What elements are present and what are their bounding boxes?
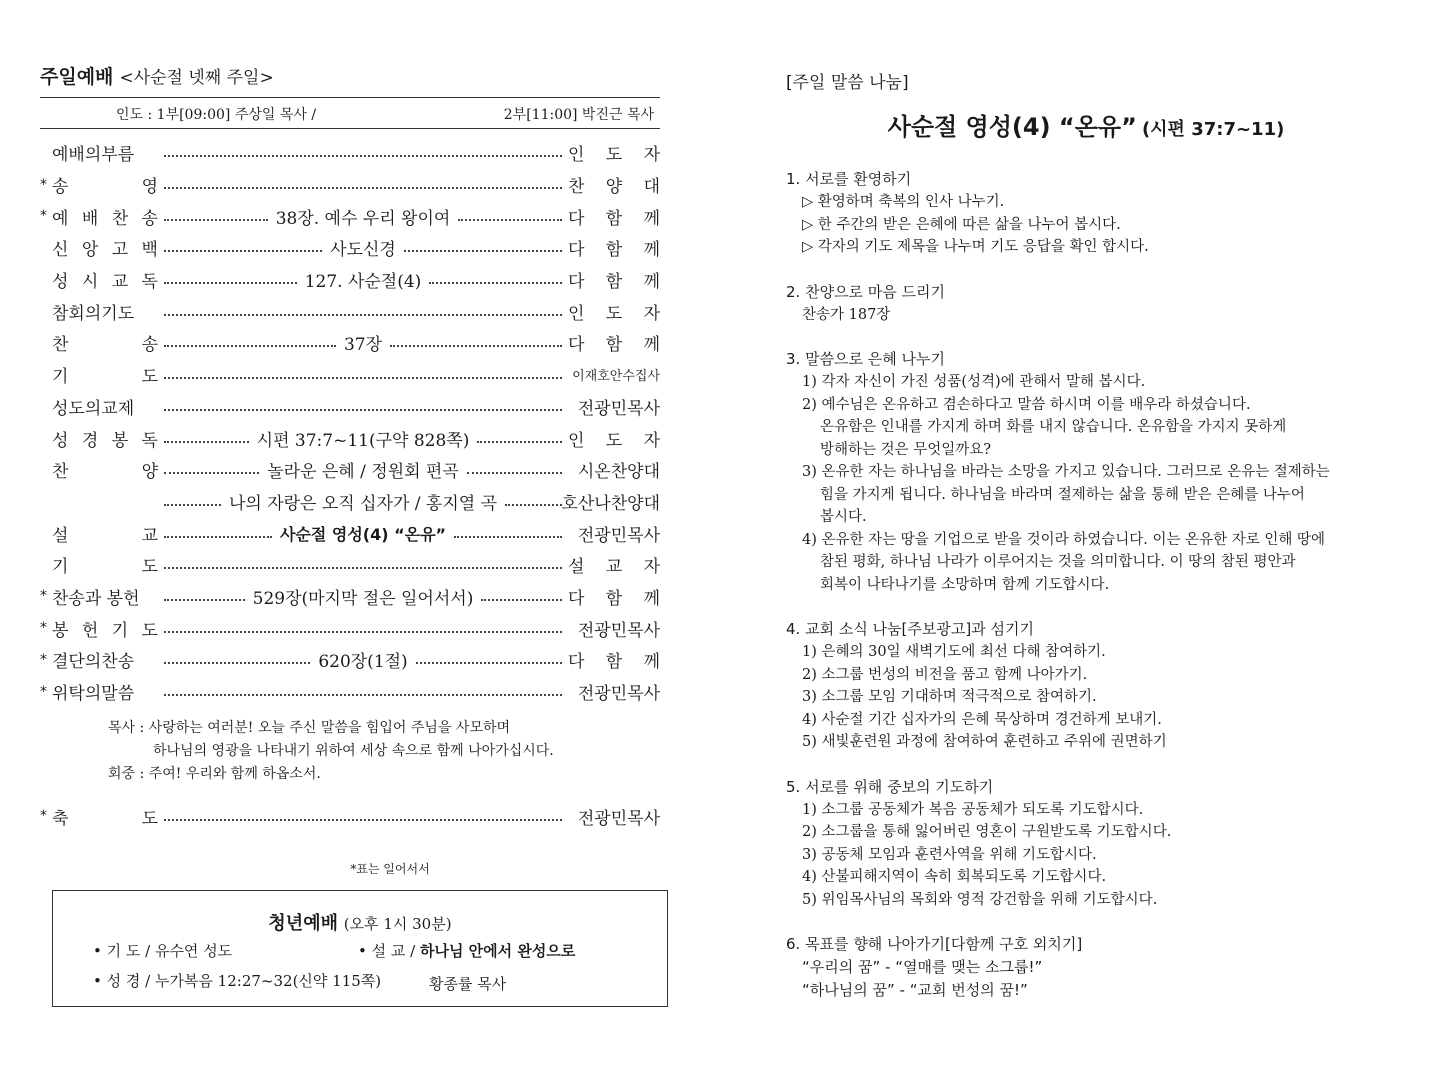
order-row — [40, 327, 660, 359]
order-item-name-part: 교 — [111, 272, 129, 293]
order-item-name — [52, 647, 158, 672]
order-row — [40, 612, 660, 644]
dot-fill — [416, 661, 562, 664]
order-item-name-part: 축 — [52, 808, 69, 829]
order-item-name-part: 도 — [141, 557, 158, 578]
order-item-name-part: 예배의부름 — [52, 145, 135, 166]
section-item: 3) 소그룹 모임 기대하며 적극적으로 참여하기. — [802, 689, 1097, 705]
order-item-name-part: 헌 — [81, 620, 99, 641]
order-item-name — [52, 616, 158, 641]
standing-mark: * — [40, 808, 47, 825]
youth-time: (오후 1시 30분) — [343, 915, 452, 933]
dot-fill — [481, 598, 562, 601]
order-item-name — [52, 394, 158, 419]
order-item-leader-part: 도 — [605, 145, 623, 166]
order-item-name-part: 앙 — [81, 240, 99, 261]
dot-fill — [164, 376, 562, 379]
order-item-leader-part: 전광민목사 — [577, 620, 660, 641]
dot-fill — [164, 186, 562, 189]
dot-leader — [164, 235, 562, 260]
order-item-leader: 이재호안수집사 — [572, 369, 660, 385]
order-item-name-part: 찬 — [111, 208, 129, 229]
order-item-name-part: 백 — [141, 240, 158, 261]
youth-scripture: • 성 경 / 누가복음 12:27~32(신약 115쪽) — [93, 972, 382, 990]
dot-fill — [164, 503, 221, 506]
dot-fill — [390, 344, 562, 347]
dot-leader — [164, 457, 562, 482]
order-row — [40, 486, 660, 518]
order-item-name-part: 찬 — [52, 335, 69, 356]
order-row — [40, 264, 660, 296]
order-item-leader-part: 교 — [605, 557, 623, 578]
order-item-leader-part: 다 — [568, 652, 585, 673]
order-item-leader-part: 도 — [605, 430, 623, 451]
order-item-name-part: 결단의찬송 — [52, 652, 135, 673]
discussion-title — [766, 107, 1406, 142]
dot-leader — [164, 687, 562, 696]
order-item-name-part: 독 — [141, 272, 158, 293]
discussion-section — [786, 168, 1406, 259]
youth-preacher: 황종률 목사 — [429, 975, 507, 993]
section-item: 찬송가 187장 — [802, 306, 891, 323]
order-item-name-part: 도 — [141, 367, 158, 388]
discussion-section — [786, 933, 1406, 1001]
order-item-leader-part: 다 — [568, 208, 585, 229]
dot-leader — [164, 584, 562, 609]
order-item-leader-part: 께 — [643, 335, 660, 356]
order-row — [40, 295, 660, 327]
dot-fill — [164, 281, 297, 284]
standing-mark: * — [40, 208, 47, 225]
section-item: 방해하는 것은 무엇일까요? — [820, 441, 992, 458]
order-row — [40, 391, 660, 423]
dot-leader — [164, 148, 562, 157]
order-item-name-part: 성 — [52, 272, 69, 293]
order-item-leader-part: 자 — [643, 145, 660, 166]
dot-fill — [164, 154, 562, 157]
order-item-leader-part: 함 — [605, 272, 623, 293]
dot-fill — [454, 535, 562, 538]
order-row — [40, 200, 660, 232]
dot-leader — [164, 560, 562, 569]
order-item-leader — [568, 647, 660, 672]
order-item-name-part: 봉 — [111, 430, 129, 451]
order-row — [40, 549, 660, 581]
dot-fill — [164, 218, 268, 221]
worship-title: 주일예배 — [40, 66, 114, 88]
dot-leader — [164, 426, 562, 451]
dot-fill — [164, 535, 272, 538]
order-item-name — [52, 299, 158, 324]
order-item-name-part: 기 — [52, 557, 69, 578]
order-item-leader-part: 전광민목사 — [577, 525, 660, 546]
order-item-name — [52, 584, 158, 609]
dot-leader — [164, 647, 562, 672]
dot-fill — [477, 440, 562, 443]
order-item-leader-part: 시온찬양대 — [577, 462, 660, 483]
order-item-leader-part: 다 — [568, 240, 585, 261]
order-item-leader — [568, 140, 660, 165]
order-item-name-part: 배 — [81, 208, 99, 229]
dot-leader — [164, 204, 562, 229]
pastor-line-1: 목사 : 사랑하는 여러분! 오늘 주신 말씀을 힘입어 주님을 사모하며 — [108, 720, 511, 737]
order-item-leader-part: 함 — [605, 588, 623, 609]
order-item-leader-part: 께 — [643, 208, 660, 229]
discussion-section — [786, 348, 1406, 596]
order-item-name-part: 도 — [141, 808, 158, 829]
order-item-leader-part: 인 — [568, 303, 585, 324]
order-item-leader-part: 인 — [568, 430, 585, 451]
order-row — [40, 422, 660, 454]
order-item-name-part: 성도의교제 — [52, 398, 135, 419]
section-item: 4) 산불피해지역이 속히 회복되도록 기도합시다. — [802, 869, 1107, 885]
order-item-leader-part: 자 — [643, 303, 660, 324]
order-item-leader — [568, 584, 660, 609]
section-item: 참된 평화, 하나님 나라가 이루어지는 것을 의미합니다. 이 땅의 참된 평안과 — [820, 554, 1296, 570]
order-item-name-part: 교 — [141, 525, 158, 546]
order-item-name-part: 예 — [52, 208, 69, 229]
order-item-name-part: 찬 — [52, 462, 69, 483]
order-item-name — [52, 457, 158, 482]
dot-fill — [164, 693, 562, 696]
discussion-sections — [786, 168, 1406, 1001]
order-item-leader-part: 도 — [605, 303, 623, 324]
dot-leader — [164, 180, 562, 189]
order-item-name-part: 봉 — [52, 620, 69, 641]
order-item-name-part: 영 — [141, 177, 158, 198]
dot-leader — [164, 812, 562, 821]
order-item-name-part: 기 — [52, 367, 69, 388]
order-item-name-part: 찬송과 봉헌 — [52, 588, 140, 609]
order-row — [40, 676, 660, 708]
section-item: 2) 소그룹을 통해 잃어버린 영혼이 구원받도록 기도합시다. — [802, 824, 1172, 840]
order-item-leader-part: 대 — [643, 177, 660, 198]
section-item: 힘을 가지게 됩니다. 하나님을 바라며 절제하는 삶을 통해 받은 은혜를 나누어 — [820, 486, 1305, 503]
order-item-leader-part: 양 — [605, 177, 623, 198]
order-item-detail: 38장. 예수 우리 왕이여 — [275, 208, 451, 229]
order-item-name-part: 위탁의말씀 — [52, 684, 135, 705]
order-item-leader-part: 함 — [605, 240, 623, 261]
order-item-name-part: 시 — [81, 272, 99, 293]
congregation-line: 회중 : 주여! 우리와 함께 하옵소서. — [108, 766, 321, 783]
section-item: 1) 소그룹 공동체가 복음 공동체가 되도록 기도합시다. — [802, 801, 1144, 818]
dot-fill — [164, 408, 562, 411]
dot-fill — [458, 218, 562, 221]
dot-fill — [429, 281, 562, 284]
dot-leader — [164, 307, 562, 316]
order-item-name-part: 기 — [111, 620, 129, 641]
dot-leader — [164, 402, 562, 411]
order-item-name — [52, 521, 158, 546]
section-heading: 5. 서로를 위해 중보의 기도하기 — [786, 777, 994, 796]
section-item: ▷ 환영하며 축복의 인사 나누기. — [802, 194, 1005, 210]
standing-note: *표는 일어서서 — [350, 862, 430, 877]
order-item-name — [52, 172, 158, 197]
dot-leader — [164, 624, 562, 633]
dot-fill — [164, 630, 562, 633]
order-item-leader — [568, 616, 660, 641]
discussion-section — [786, 618, 1406, 754]
dot-leader — [164, 522, 562, 545]
order-row — [40, 517, 660, 549]
standing-mark: * — [40, 683, 47, 700]
order-item-detail: 37장 — [343, 335, 383, 356]
section-item: 회복이 나타나기를 소망하며 함께 기도합시다. — [820, 576, 1110, 593]
standing-mark: * — [40, 620, 47, 637]
discussion-label: [주일 말씀 나눔] — [786, 73, 909, 93]
section-item: 3) 온유한 자는 하나님을 바라는 소망을 가지고 있습니다. 그러므로 온유는 절제하는 — [802, 464, 1330, 480]
order-item-leader — [568, 394, 660, 419]
dot-fill — [164, 440, 249, 443]
order-row — [40, 232, 660, 264]
order-item-leader — [568, 679, 660, 704]
order-item-leader-part: 전광민목사 — [577, 398, 660, 419]
leader-first-service: 인도 : 1부[09:00] 주상일 목사 / — [116, 107, 317, 123]
order-of-service — [40, 137, 660, 707]
dot-fill — [164, 598, 245, 601]
order-row — [40, 169, 660, 201]
discussion-section — [786, 776, 1406, 912]
pastor-line-2: 하나님의 영광을 나타내기 위하여 세상 속으로 함께 나아가십시다. — [153, 743, 554, 760]
order-item-name-part: 고 — [111, 240, 129, 261]
section-item: 4) 사순절 기간 십자가의 은혜 묵상하며 경건하게 보내기. — [802, 711, 1162, 728]
worship-order-page — [40, 62, 660, 877]
order-row — [40, 359, 660, 391]
benediction-exchange — [108, 717, 660, 786]
order-item-name — [52, 362, 158, 387]
order-item-name-part: 송 — [141, 335, 158, 356]
order-item-detail: 나의 자랑은 오직 십자가 / 홍지열 곡 — [228, 493, 498, 514]
order-item-leader-part: 함 — [605, 652, 623, 673]
dot-leader — [164, 267, 562, 292]
order-row — [40, 581, 660, 613]
section-item: “하나님의 꿈” - “교회 번성의 꿈!” — [802, 980, 1028, 999]
section-heading: 2. 찬양으로 마음 드리기 — [786, 282, 946, 301]
section-item: ▷ 한 주간의 받은 은혜에 따른 삶을 나누어 봅시다. — [802, 216, 1121, 233]
order-item-leader — [568, 172, 660, 197]
order-item-name-part: 참회의기도 — [52, 303, 135, 324]
order-item-leader — [568, 804, 660, 829]
order-item-name — [52, 330, 158, 355]
order-item-name-part: 송 — [141, 208, 158, 229]
dot-fill — [164, 471, 259, 474]
youth-prayer: • 기 도 / 유수연 성도 — [93, 942, 233, 960]
order-item-detail: 사순절 영성(4) “온유” — [279, 524, 447, 544]
dot-fill — [164, 661, 310, 664]
order-item-name-part: 신 — [52, 240, 69, 261]
order-item-leader-part: 께 — [643, 652, 660, 673]
youth-sermon — [358, 940, 575, 961]
worship-subtitle: <사순절 넷째 주일> — [119, 68, 274, 88]
order-item-name-part: 경 — [81, 430, 99, 451]
order-item-leader-part: 께 — [643, 240, 660, 261]
order-item-detail: 시편 37:7~11(구약 828쪽) — [256, 430, 470, 451]
leader-line — [40, 97, 660, 129]
order-item-name — [52, 267, 158, 292]
youth-header — [53, 909, 667, 935]
dot-fill — [467, 471, 562, 474]
order-item-leader — [568, 330, 660, 355]
discussion-section — [786, 281, 1406, 327]
dot-leader — [164, 489, 562, 514]
order-item-name — [52, 235, 158, 260]
section-item: 2) 소그룹 번성의 비전을 품고 함께 나아가기. — [802, 666, 1088, 683]
sermon-discussion-page — [786, 68, 1406, 1001]
order-item-name-part: 성 — [52, 430, 69, 451]
section-item: 1) 각자 자신이 가진 성품(성격)에 관해서 말해 봅시다. — [802, 374, 1146, 390]
scripture-reference: (시편 37:7~11) — [1141, 119, 1285, 140]
section-item: 온유함은 인내를 가지게 하며 화를 내지 않습니다. 온유함을 가지지 못하게 — [820, 419, 1287, 435]
youth-service-box — [52, 890, 668, 1007]
order-row — [40, 800, 660, 832]
order-item-leader-part: 다 — [568, 272, 585, 293]
order-item-leader — [568, 426, 660, 451]
order-item-leader-part: 전광민목사 — [577, 684, 660, 705]
order-item-leader — [568, 235, 660, 260]
dot-fill — [505, 503, 562, 506]
section-heading: 4. 교회 소식 나눔[주보광고]과 섬기기 — [786, 620, 1034, 638]
youth-sermon-title: 하나님 안에서 완성으로 — [419, 942, 576, 960]
order-item-leader-part: 함 — [605, 335, 623, 356]
section-heading: 6. 목표를 향해 나아가기[다함께 구호 외치기] — [786, 935, 1083, 953]
section-item: 5) 위임목사님의 목회와 영적 강건함을 위해 기도합시다. — [802, 891, 1158, 908]
order-row — [40, 454, 660, 486]
order-item-name-part: 도 — [141, 620, 158, 641]
section-item: 3) 공동체 모임과 훈련사역을 위해 기도합시다. — [802, 846, 1097, 863]
order-item-name — [52, 552, 158, 577]
order-item-name — [52, 804, 158, 829]
order-item-name — [52, 426, 158, 451]
section-item: 4) 온유한 자는 땅을 기업으로 받을 것이라 하였습니다. 이는 온유한 자로 인해 땅에 — [802, 531, 1326, 548]
order-item-leader-part: 께 — [643, 272, 660, 293]
order-item-leader-part: 다 — [568, 335, 585, 356]
order-item-detail: 620장(1절) — [318, 652, 408, 673]
dot-fill — [164, 566, 562, 569]
standing-mark: * — [40, 176, 47, 193]
order-item-leader-part: 호산나찬양대 — [561, 493, 660, 514]
order-item-name-part: 설 — [52, 525, 69, 546]
order-row — [40, 137, 660, 169]
dot-fill — [164, 818, 562, 821]
section-item: 1) 은혜의 30일 새벽기도에 최선 다해 참여하기. — [802, 644, 1106, 660]
order-item-leader-part: 찬 — [568, 177, 585, 198]
order-item-detail: 127. 사순절(4) — [304, 272, 422, 293]
dot-leader — [164, 330, 562, 355]
order-item-leader-part: 자 — [643, 557, 660, 578]
order-item-leader-part: 함 — [605, 208, 623, 229]
section-heading: 1. 서로를 환영하기 — [786, 170, 912, 188]
worship-header — [40, 62, 660, 89]
order-item-leader — [568, 457, 660, 482]
blessing-section — [40, 800, 660, 832]
dot-fill — [164, 313, 562, 316]
order-item-leader-part: 자 — [643, 430, 660, 451]
youth-sermon-label: • 설 교 / — [358, 942, 420, 960]
section-item: ▷ 각자의 기도 제목을 나누며 기도 응답을 확인 합시다. — [802, 239, 1149, 255]
order-item-leader — [568, 521, 660, 546]
order-item-name — [52, 679, 158, 704]
order-item-name — [52, 204, 158, 229]
standing-mark: * — [40, 588, 47, 605]
youth-title: 청년예배 — [268, 913, 338, 934]
order-item-leader — [568, 552, 660, 577]
order-item-leader-part: 전광민목사 — [577, 808, 660, 829]
order-item-name-part: 양 — [141, 462, 158, 483]
section-heading: 3. 말씀으로 은혜 나누기 — [786, 350, 946, 368]
order-item-detail: 529장(마지막 절은 일어서서) — [252, 588, 474, 609]
order-item-leader — [568, 267, 660, 292]
section-item: “우리의 꿈” - “열매를 맺는 소그룹!” — [802, 958, 1043, 976]
order-item-detail: 사도신경 — [330, 240, 396, 261]
order-item-leader — [568, 299, 660, 324]
sermon-title: 사순절 영성(4) “온유” — [887, 113, 1137, 141]
dot-leader — [164, 370, 562, 379]
leader-second-service: 2부[11:00] 박진근 목사 — [503, 107, 654, 123]
order-row — [40, 644, 660, 676]
dot-fill — [404, 249, 562, 252]
section-item: 봅시다. — [820, 509, 867, 525]
dot-fill — [164, 344, 336, 347]
order-item-leader — [568, 204, 660, 229]
order-item-leader-part: 다 — [568, 588, 585, 609]
standing-mark: * — [40, 651, 47, 668]
order-item-name — [52, 140, 158, 165]
dot-fill — [164, 249, 322, 252]
order-item-leader-part: 인 — [568, 145, 585, 166]
section-item: 2) 예수님은 온유하고 겸손하다고 말씀 하시며 이를 배우라 하셨습니다. — [802, 396, 1251, 413]
order-item-leader — [561, 489, 660, 514]
order-item-detail: 놀라운 은혜 / 정원회 편곡 — [267, 462, 459, 483]
order-item-name-part: 독 — [141, 430, 158, 451]
order-item-leader-part: 설 — [568, 557, 585, 578]
section-item: 5) 새빛훈련원 과정에 참여하여 훈련하고 주위에 권면하기 — [802, 734, 1167, 750]
order-item-leader-part: 께 — [643, 588, 660, 609]
order-item-name-part: 송 — [52, 177, 69, 198]
